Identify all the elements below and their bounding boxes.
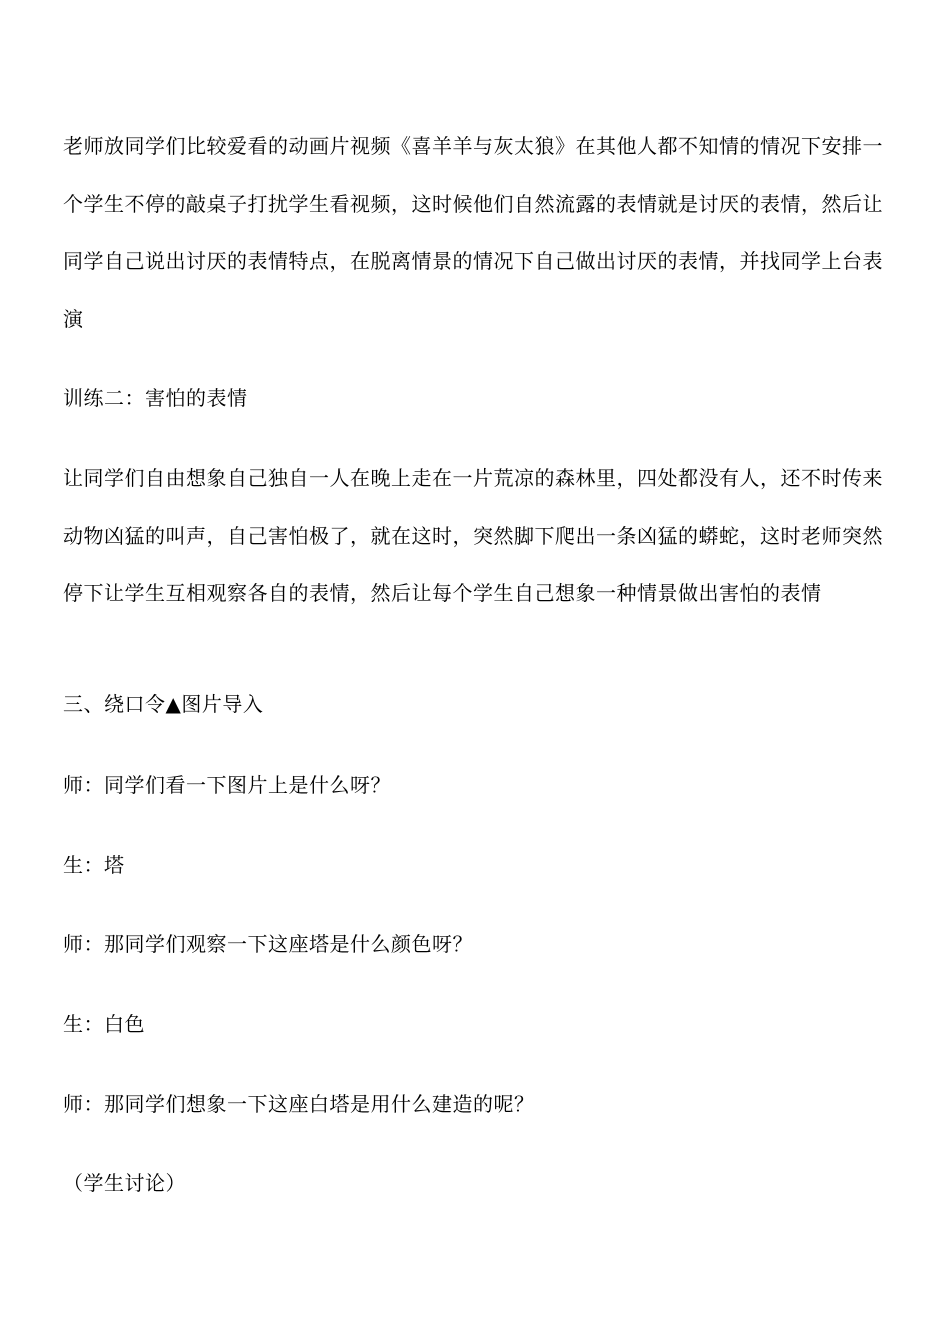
dialogue-line: 生：白色 — [63, 1012, 145, 1036]
heading-tongue-twister: 三、绕口令▲图片导入 — [63, 692, 264, 716]
dialogue-line: （学生讨论） — [63, 1171, 186, 1195]
dialogue-line: 师：同学们看一下图片上是什么呀？ — [63, 773, 391, 797]
paragraph-activity-fear: 让同学们自由想象自己独自一人在晚上走在一片荒凉的森林里，四处都没有人，还不时传来动物凶猛的叫声，自己害怕极了，就在这时，突然脚下爬出一条凶猛的蟒蛇，这时老师突然停下让学生互相观察各自的表情，然后让每个学生自己想象一种情景做出害怕的表情 — [63, 466, 883, 605]
dialogue-line: 生：塔 — [63, 853, 125, 877]
paragraph-activity-disgust: 老师放同学们比较爱看的动画片视频《喜羊羊与灰太狼》在其他人都不知情的情况下安排一个学生不停的敲桌子打扰学生看视频，这时候他们自然流露的表情就是讨厌的表情，然后让同学自己说出讨厌的表情特点，在脱离情景的情况下自己做出讨厌的表情，并找同学上台表演 — [63, 134, 883, 331]
dialogue-line: 师：那同学们想象一下这座白塔是用什么建造的呢？ — [63, 1092, 535, 1116]
heading-training-fear: 训练二：害怕的表情 — [63, 386, 248, 410]
dialogue-line: 师：那同学们观察一下这座塔是什么颜色呀？ — [63, 932, 473, 956]
